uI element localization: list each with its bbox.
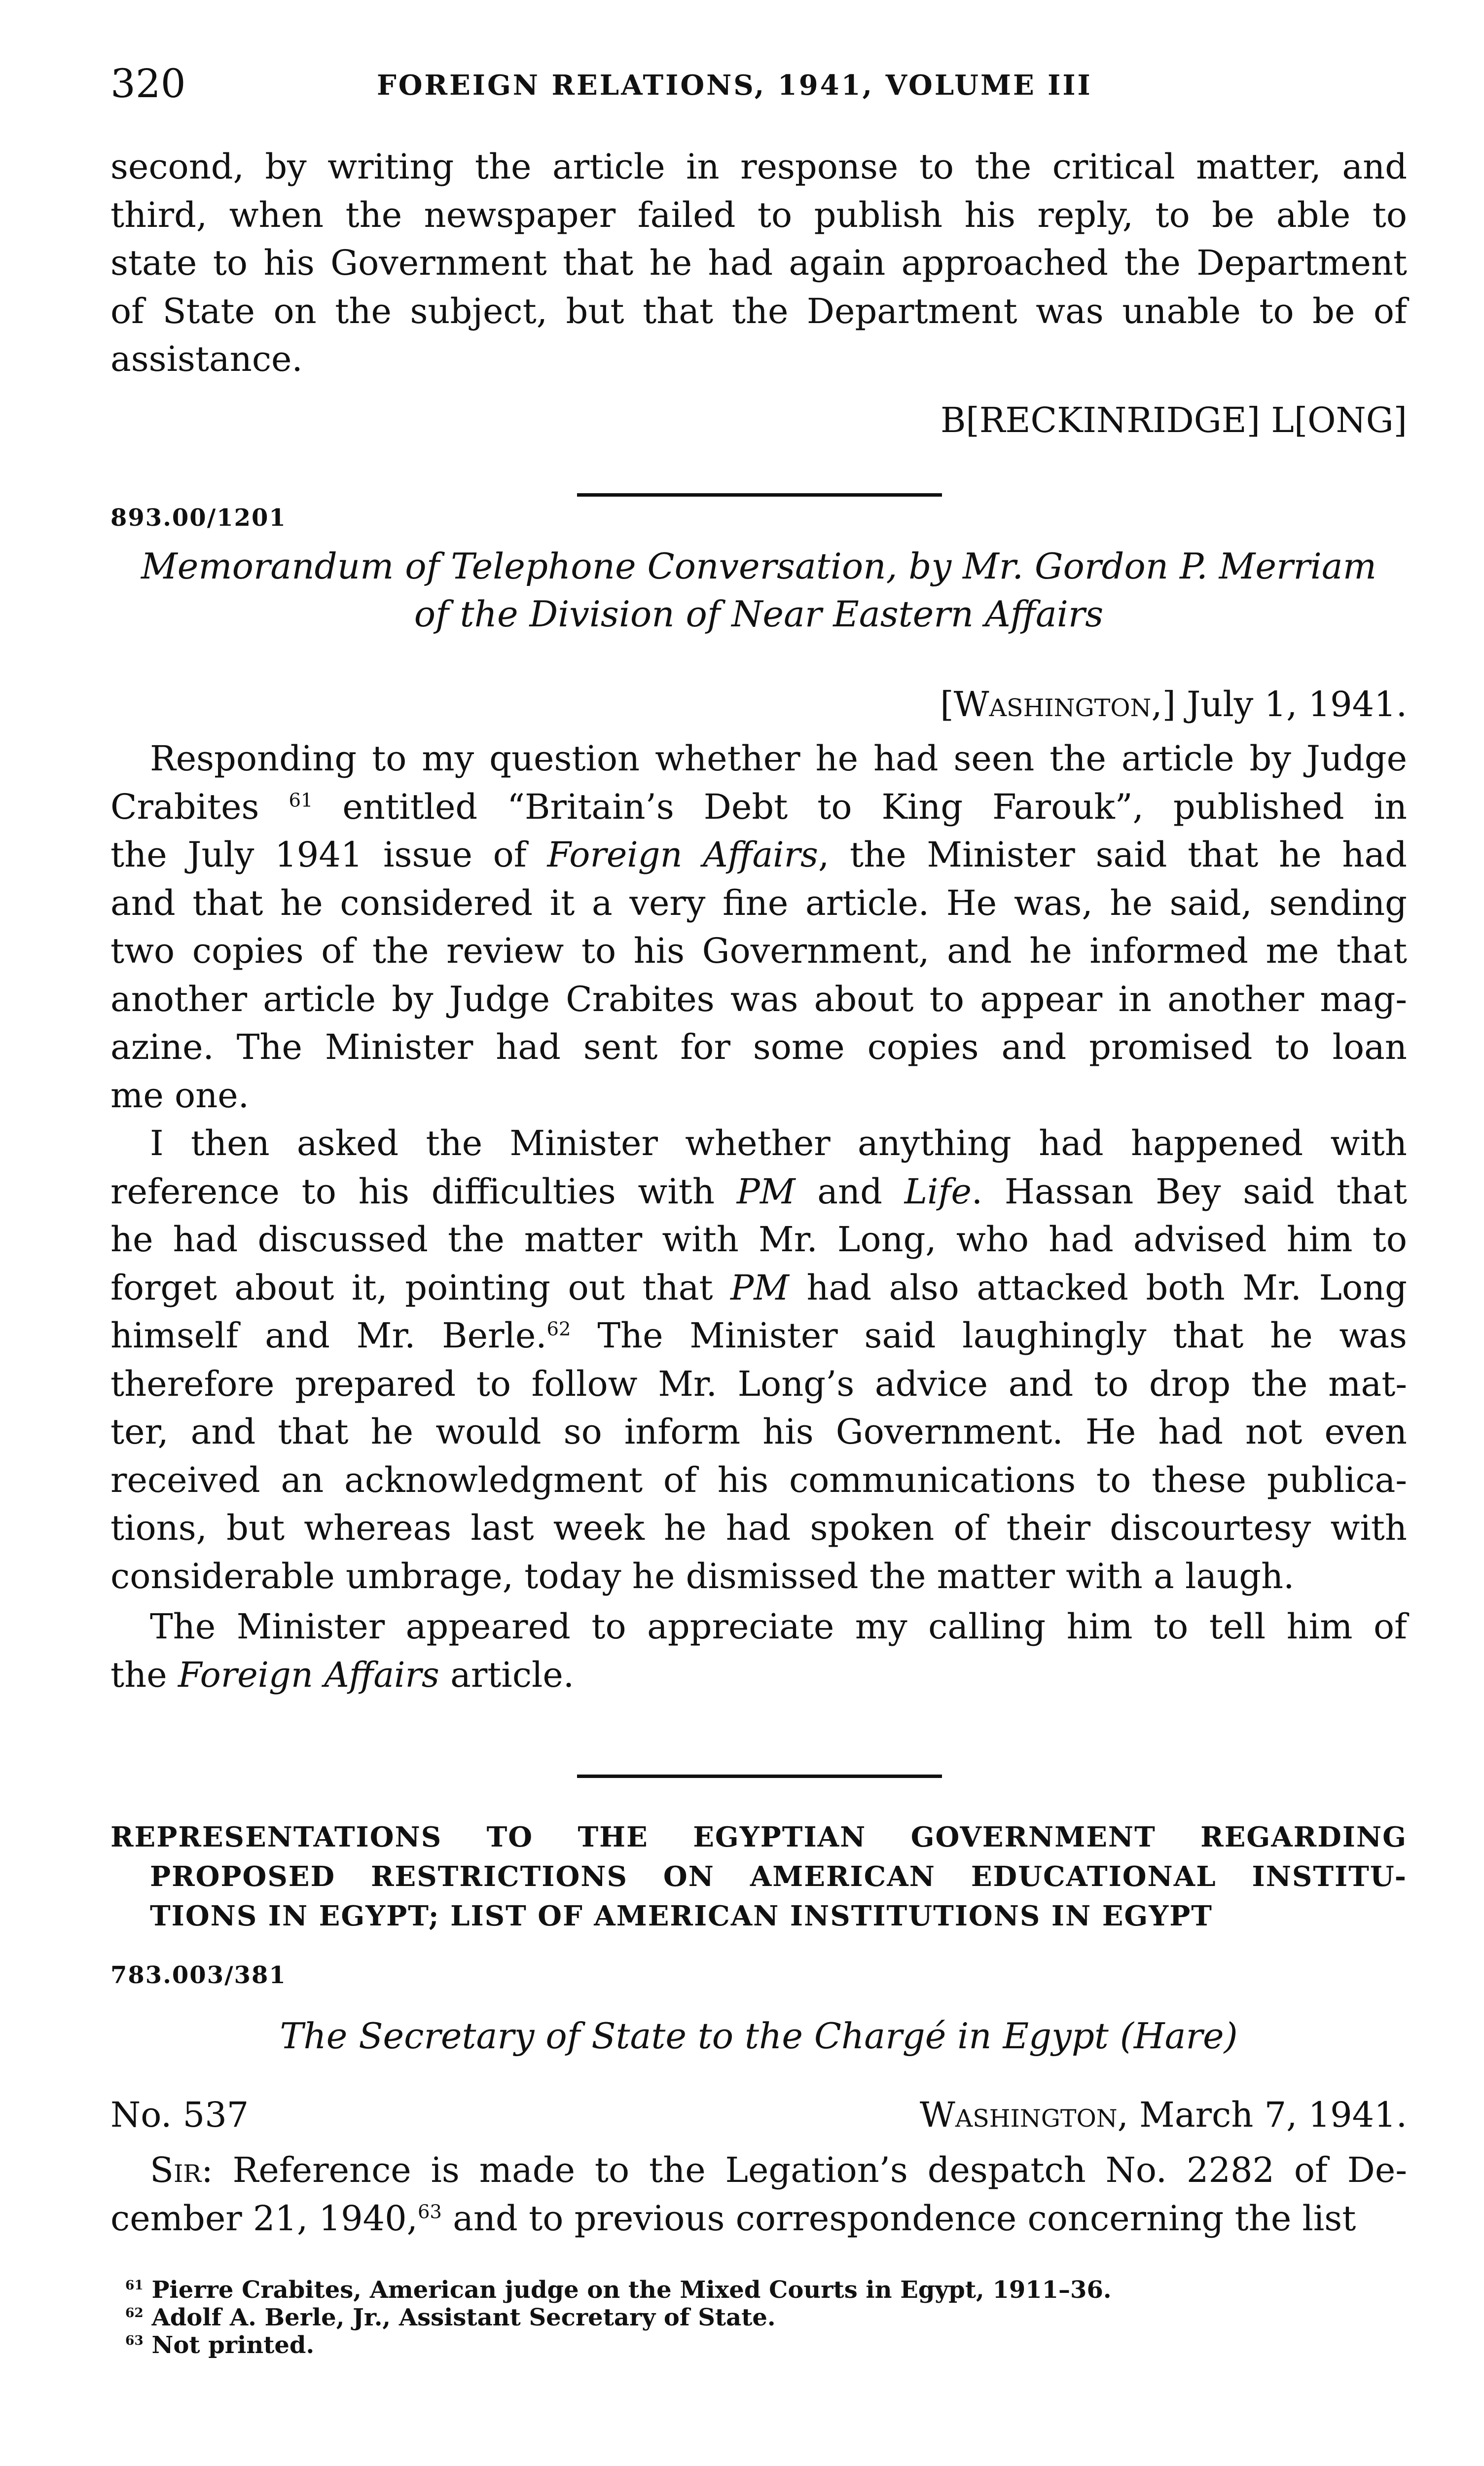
file-number: 783.003/381 bbox=[110, 1961, 287, 1989]
dateline-date: March 7, 1941. bbox=[1139, 2095, 1407, 2135]
heading-line: TIONS IN EGYPT; LIST OF AMERICAN INSTITUTIONS IN EGYPT bbox=[150, 1900, 1213, 1932]
footnote: $^{62}$ Adolf A. Berle, Jr., Assistant Secretary of State. bbox=[125, 2304, 776, 2331]
text-line: azine. The Minister had sent for some copies and promised to loan bbox=[110, 1027, 1407, 1067]
text-line: ter, and that he would so inform his Government. He had not even bbox=[110, 1412, 1407, 1452]
dateline-date: July 1, 1941. bbox=[1187, 684, 1407, 725]
text-line: the Foreign Affairs article. bbox=[110, 1654, 575, 1695]
text-line: assistance. bbox=[110, 339, 303, 379]
footnote-ref: 61 bbox=[289, 789, 313, 812]
text-line: forget about it, pointing out that PM had also attacked both Mr. Long bbox=[110, 1267, 1407, 1308]
footnote-ref: 63 bbox=[417, 2201, 442, 2223]
page-header bbox=[110, 57, 1393, 111]
text-line: tions, but whereas last week he had spoken of their discourtesy with bbox=[110, 1508, 1407, 1548]
text-line: therefore prepared to follow Mr. Long’s advice and to drop the mat- bbox=[110, 1363, 1407, 1404]
footnote: $^{63}$ Not printed. bbox=[125, 2331, 315, 2359]
text-line: Crabites $^{61}$ entitled “Britain’s Debt to King Farouk”, published in bbox=[110, 786, 1408, 827]
text-line: the July 1941 issue of Foreign Affairs, the Minister said that he had bbox=[110, 834, 1407, 875]
footnotes bbox=[110, 2276, 1407, 2359]
file-number: 893.00/1201 bbox=[110, 504, 287, 532]
text-line: considerable umbrage, today he dismissed the matter with a laugh. bbox=[110, 1556, 1295, 1596]
document-dateline bbox=[920, 2090, 1407, 2140]
text-line: received an acknowledgment of his communications to these publica- bbox=[110, 1459, 1407, 1500]
signature: B[RECKINRIDGE] L[ONG] bbox=[940, 400, 1407, 440]
text-line: state to his Government that he had again approached the Department bbox=[110, 243, 1407, 283]
text-line: The Minister appeared to appreciate my calling him to tell him of bbox=[150, 1606, 1407, 1647]
section-rule bbox=[577, 1775, 942, 1778]
memo-paragraph-1 bbox=[110, 735, 1407, 1120]
letter-paragraph-1 bbox=[110, 2146, 1407, 2243]
memo-paragraph-3 bbox=[110, 1603, 1407, 1699]
section-rule bbox=[577, 493, 942, 497]
text-line: Sir: Reference is made to the Legation’s despatch No. 2282 of De- bbox=[150, 2150, 1407, 2190]
dateline-place: [Washington,] bbox=[940, 684, 1176, 725]
text-line: and that he considered it a very fine article. He was, he said, sending bbox=[110, 882, 1407, 923]
continuation-paragraph bbox=[110, 143, 1407, 384]
text-line: himself and Mr. Berle.$^{62}$ The Minister said laughingly that he was bbox=[110, 1315, 1407, 1356]
text-line: I then asked the Minister whether anything had happened with bbox=[150, 1123, 1407, 1163]
memo-dateline bbox=[110, 680, 1407, 729]
document-title: The Secretary of State to the Chargé in Egypt (Hare) bbox=[280, 2015, 1238, 2057]
text-line: reference to his difficulties with PM and Life. Hassan Bey said that bbox=[110, 1171, 1407, 1212]
text-line: me one. bbox=[110, 1075, 249, 1116]
text-line: two copies of the review to his Government, and he informed me that bbox=[110, 931, 1407, 971]
salutation: Sir: bbox=[150, 2150, 213, 2190]
running-title: FOREIGN RELATIONS, 1941, VOLUME III bbox=[377, 69, 1092, 102]
heading-line: REPRESENTATIONS TO THE EGYPTIAN GOVERNMENT REGARDING bbox=[110, 1821, 1407, 1853]
heading-line: PROPOSED RESTRICTIONS ON AMERICAN EDUCATIONAL INSTITU- bbox=[150, 1860, 1407, 1893]
dateline-place: Washington, bbox=[919, 2095, 1128, 2135]
section-heading bbox=[110, 1817, 1407, 1936]
text-line: third, when the newspaper failed to publish his reply, to be able to bbox=[110, 194, 1407, 235]
text-line: second, by writing the article in response to the critical matter, and bbox=[110, 146, 1407, 187]
text-line: he had discussed the matter with Mr. Long, who had advised him to bbox=[110, 1219, 1407, 1260]
footnote: $^{61}$ Pierre Crabites, American judge on the Mixed Courts in Egypt, 1911–36. bbox=[125, 2276, 1112, 2304]
text-line: another article by Judge Crabites was about to appear in another mag- bbox=[110, 979, 1407, 1019]
memo-paragraph-2 bbox=[110, 1120, 1407, 1600]
text-line: Responding to my question whether he had seen the article by Judge bbox=[150, 738, 1407, 779]
document-dateline-row bbox=[110, 2090, 1407, 2140]
document-number: No. 537 bbox=[110, 2095, 249, 2135]
memo-title: Memorandum of Telephone Conversation, by Mr. Gordon P. Merriam of the Division of Near Eastern Affairs bbox=[141, 545, 1377, 635]
text-line: cember 21, 1940,63 and to previous correspondence concerning the list bbox=[110, 2198, 1356, 2239]
page-number: 320 bbox=[110, 61, 186, 107]
footnote-ref: 62 bbox=[546, 1318, 571, 1341]
text-line: of State on the subject, but that the Department was unable to be of bbox=[110, 290, 1407, 331]
